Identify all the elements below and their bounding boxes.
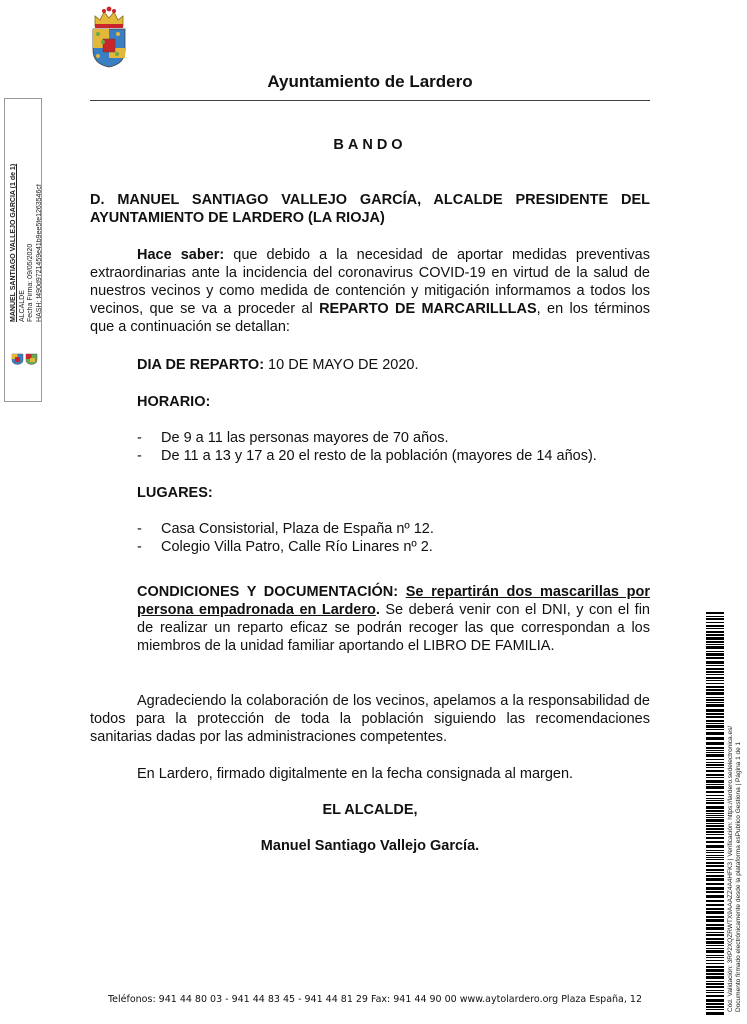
list-dash: - [137,448,142,464]
conditions-text: Se deberá venir con el DNI, y con el fin de realizar un reparto eficaz se podrán recoger las que correspondan a los miembros de la unidad familiar aportando el LIBRO DE FAMILIA. [137,602,650,654]
signatory-title: EL ALCALDE, [322,802,418,818]
stamp-hash: HASH: f490d9721459e41b9ee5fe1263546cf [35,184,43,322]
footer-contact: Teléfonos: 941 44 80 03 - 941 44 83 45 - 941 44 81 29 Fax: 941 44 90 00 www.aytolardero.org Plaza España, 12 [107,994,642,1005]
intro-bold: REPARTO DE MARCARILLLAS [319,301,537,317]
barcode-icon [706,612,724,1016]
list-item [137,520,647,538]
schedule-item-text: De 11 a 13 y 17 a 20 el resto de la población (mayores de 14 años). [161,448,597,464]
conditions-period: . [375,602,380,618]
places-heading: LUGARES: [137,485,213,501]
stamp-signer-name: MANUEL SANTIAGO VALLEJO GARCÍA (1 de 1) [10,163,17,322]
distribution-date [137,356,637,374]
intro-lead: Hace saber: [137,247,225,263]
intro-paragraph [90,246,650,336]
schedule-list [137,429,647,465]
schedule-item-text: De 9 a 11 las personas mayores de 70 años. [161,430,449,446]
stamp-signer-role: ALCALDE [18,290,26,322]
validation-text [727,608,745,1012]
intro-text-1: que debido a la necesidad de aportar medidas preventivas extraordinarias ante la incidencia del coronavirus COVID-19 en virtud de la salud de nuestros vecinos y como medida de contención y mitigación informamos a todos los vecinos, que se va a proceder al [90,247,650,317]
list-dash: - [137,539,142,555]
places-list [137,520,647,556]
issuer-heading: D. MANUEL SANTIAGO VALLEJO GARCÍA, ALCALDE PRESIDENTE DEL AYUNTAMIENTO DE LARDERO (LA RIOJA) [90,192,650,226]
list-dash: - [137,521,142,537]
stamp-sign-date: Fecha Firma: 09/05/2020 [27,243,34,322]
intro-text-2: , en los términos que a continuación se detallan: [90,301,651,335]
place-item-text: Colegio Villa Patro, Calle Río Linares nº 2. [161,539,433,555]
signature-stamp [4,98,42,402]
distribution-date-label: DIA DE REPARTO: [137,357,265,373]
thanks-paragraph [90,692,650,746]
list-item [137,538,647,556]
schedule-heading: HORARIO: [137,394,211,410]
conditions-underlined: Se repartirán dos mascarillas por persona empadronada en Lardero [137,584,651,618]
thanks-text: Agradeciendo la colaboración de los vecinos, apelamos a la responsabilidad de todos para la protección de toda la población siguiendo las recomendaciones sanitarias dadas por las administraciones competentes. [90,693,650,745]
signatory-name: Manuel Santiago Vallejo García. [260,838,480,854]
distribution-date-value: 10 DE MAYO DE 2020. [264,357,419,373]
list-dash: - [137,430,142,446]
validation-line-1: Cód. Validación: 3RP2XQZRWTX9AAAZZ4A4HFK3 | Verificación: https://lardero.sedelectronica.es/ [727,725,734,1012]
header-title: Ayuntamiento de Lardero [267,72,473,91]
list-item [137,429,647,447]
place-item-text: Casa Consistorial, Plaza de España nº 12. [161,521,434,537]
signed-statement: En Lardero, firmado digitalmente en la fecha consignada al margen. [137,766,574,782]
stamp-logos-icon [11,351,39,365]
conditions-paragraph [137,583,650,655]
validation-line-2: Documento firmado electrónicamente desde la plataforma esPublico Gestiona | Página 1 de 1 [735,741,742,1012]
list-item [137,447,647,465]
header-divider [90,100,650,101]
document-type-heading: BANDO [333,137,407,153]
town-crest-icon [90,4,128,68]
conditions-lead: CONDICIONES Y DOCUMENTACIÓN: [137,584,399,600]
stamp-text [10,112,43,322]
